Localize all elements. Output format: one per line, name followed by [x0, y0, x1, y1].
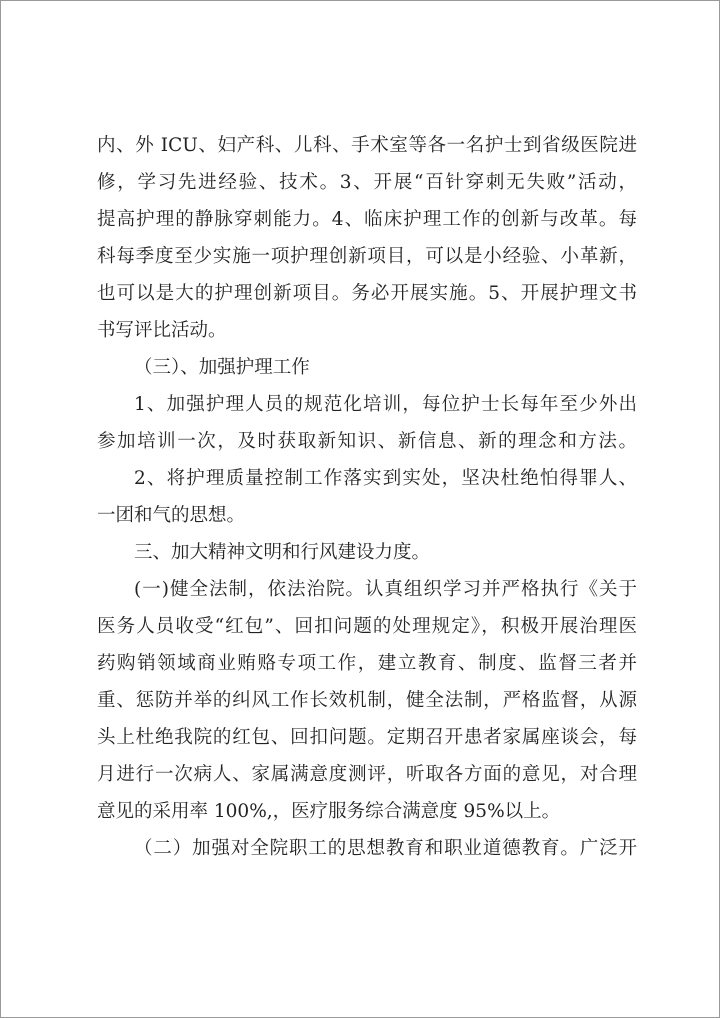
text-line: 重、惩防并举的纠风工作长效机制，健全法制，严格监督，从源 [97, 690, 637, 711]
text-line: 头上杜绝我院的红包、回扣问题。定期召开患者家属座谈会，每 [97, 727, 637, 748]
text-line: 参加培训一次，及时获取新知识、新信息、新的理念和方法。 [97, 431, 637, 452]
section-heading: （三）、加强护理工作 [134, 357, 310, 378]
text-line: (一)健全法制，依法治院。认真组织学习并严格执行《关于 [134, 579, 637, 600]
text-line: 一团和气的思想。 [97, 505, 246, 526]
text-line: 医务人员收受“红包”、回扣问题的处理规定》，积极开展治理医 [97, 616, 637, 637]
text-line: 修，学习先进经验、技术。3、开展“百针穿刺无失败”活动， [97, 172, 637, 193]
text-line: 月进行一次病人、家属满意度测评，听取各方面的意见，对合理 [97, 764, 637, 785]
text-line: （二）加强对全院职工的思想教育和职业道德教育。广泛开 [134, 838, 637, 859]
text-line: 也可以是大的护理创新项目。务必开展实施。5、开展护理文书 [97, 283, 637, 304]
text-line: 药购销领域商业贿赂专项工作，建立教育、制度、监督三者并 [97, 653, 637, 674]
section-heading: 三、加大精神文明和行风建设力度。 [134, 542, 431, 563]
document-body [97, 127, 637, 867]
text-line: 1、加强护理人员的规范化培训，每位护士长每年至少外出 [134, 394, 637, 415]
text-line: 内、外 ICU、妇产科、儿科、手术室等各一名护士到省级医院进 [97, 135, 637, 156]
text-line: 科每季度至少实施一项护理创新项目，可以是小经验、小革新， [97, 246, 637, 267]
text-line: 书写评比活动。 [97, 320, 227, 341]
text-line: 意见的采用率 100%,，医疗服务综合满意度 95%以上。 [97, 801, 561, 822]
text-line: 提高护理的静脉穿刺能力。4、临床护理工作的创新与改革。每 [97, 209, 637, 230]
text-line: 2、将护理质量控制工作落实到实处，坚决杜绝怕得罪人、 [134, 468, 637, 489]
